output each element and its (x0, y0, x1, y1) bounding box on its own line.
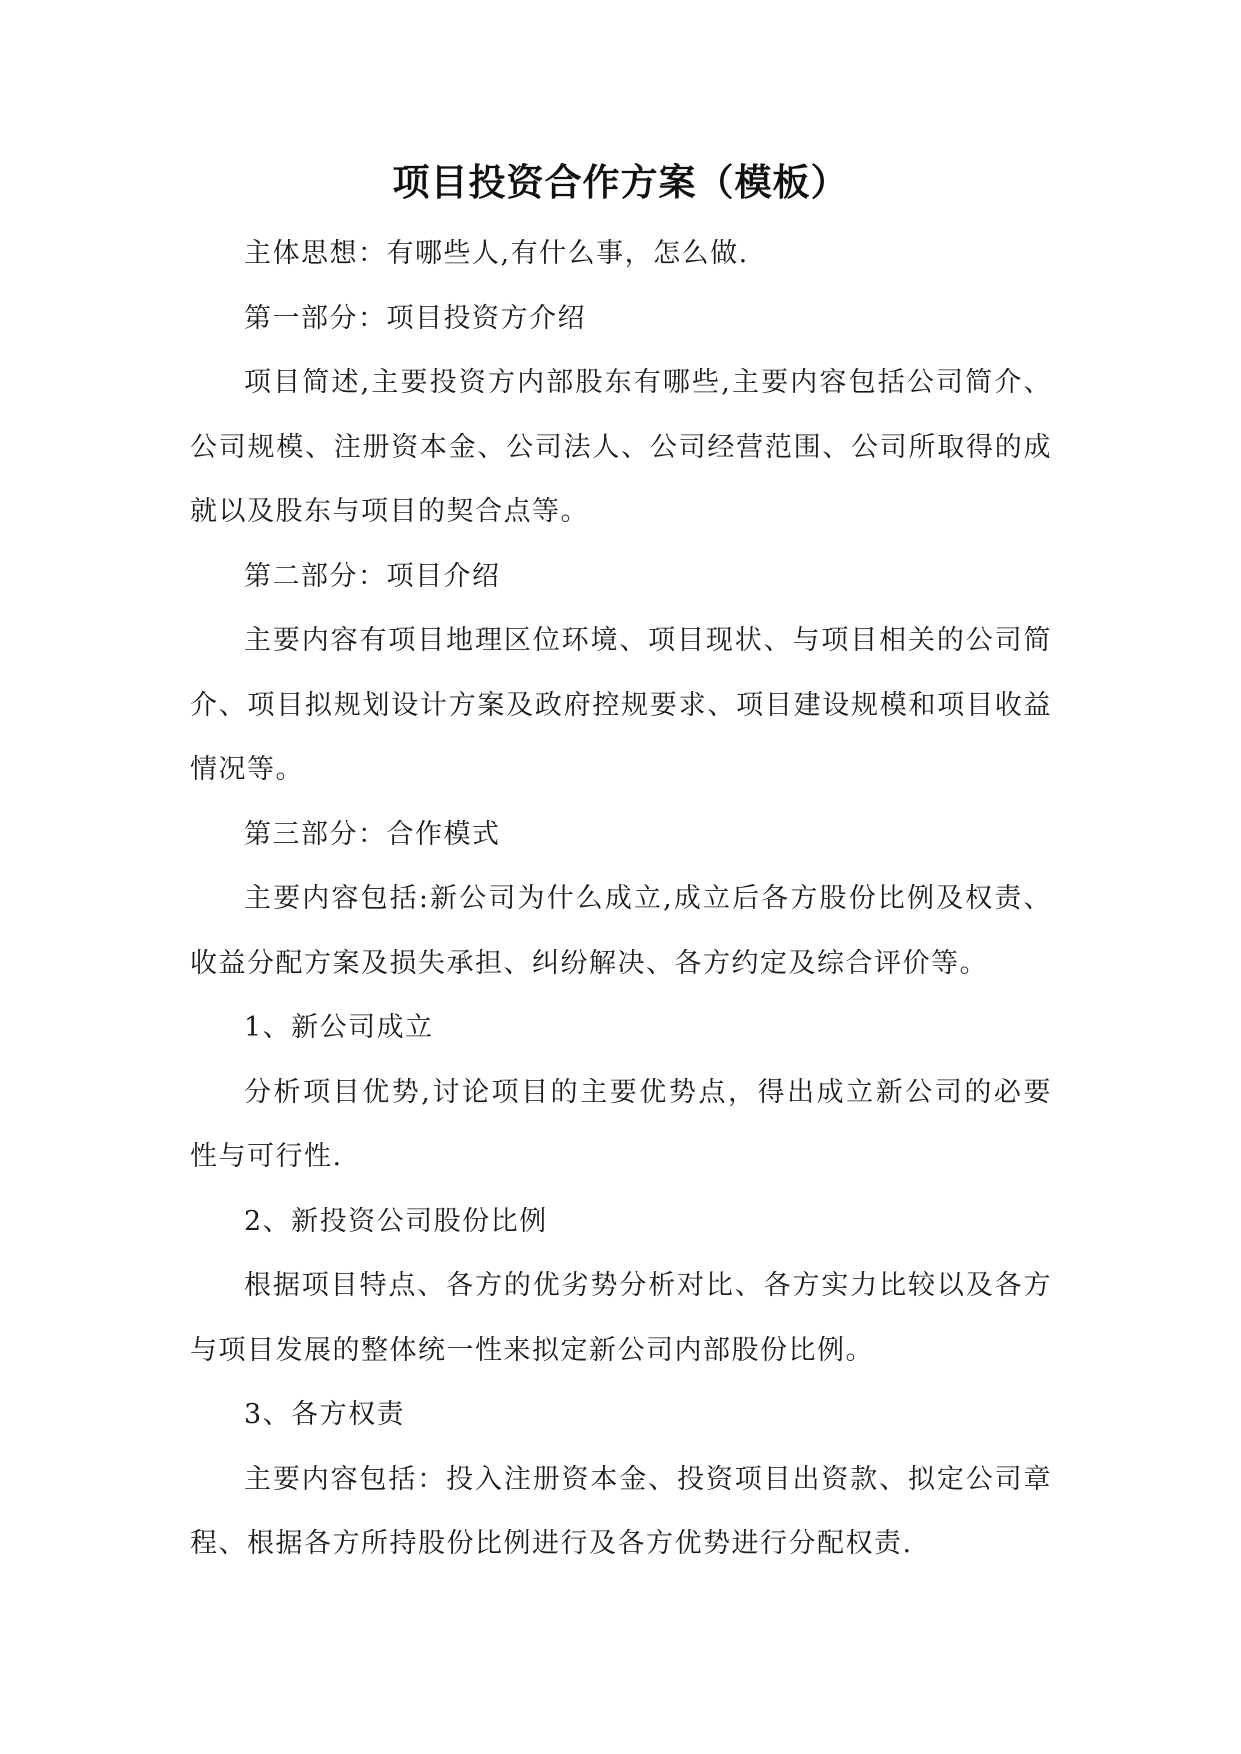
paragraph-part-three-content: 主要内容包括:新公司为什么成立,成立后各方股份比例及权责、收益分配方案及损失承担、纠纷解决、各方约定及综合评价等。 (190, 883, 1052, 979)
paragraph-part-one-content: 项目简述,主要投资方内部股东有哪些,主要内容包括公司简介、公司规模、注册资本金、公司法人、公司经营范围、公司所取得的成就以及股东与项目的契合点等。 (190, 367, 1052, 527)
subheading-share-ratio: 2、新投资公司股份比例 (244, 1205, 548, 1237)
paragraph-main-idea: 主体思想：有哪些人,有什么事，怎么做. (244, 238, 749, 269)
heading-part-two: 第二部分：项目介绍 (244, 560, 501, 592)
document-body (190, 222, 1052, 1577)
subheading-new-company: 1、新公司成立 (244, 1012, 434, 1043)
paragraph-new-company: 分析项目优势,讨论项目的主要优势点，得出成立新公司的必要性与可行性. (190, 1076, 1052, 1172)
subheading-rights-duties: 3、各方权责 (244, 1399, 406, 1430)
heading-part-three: 第三部分：合作模式 (244, 818, 501, 850)
paragraph-share-ratio: 根据项目特点、各方的优劣势分析对比、各方实力比较以及各方与项目发展的整体统一性来拟定新公司内部股份比例。 (190, 1270, 1052, 1366)
document-title: 项目投资合作方案（模板） (392, 161, 849, 204)
heading-part-one: 第一部分：项目投资方介绍 (244, 302, 586, 334)
paragraph-rights-duties: 主要内容包括：投入注册资本金、投资项目出资款、拟定公司章程、根据各方所持股份比例进行及各方优势进行分配权责. (190, 1463, 1052, 1559)
paragraph-part-two-content: 主要内容有项目地理区位环境、项目现状、与项目相关的公司简介、项目拟规划设计方案及政府控规要求、项目建设规模和项目收益情况等。 (190, 625, 1052, 785)
